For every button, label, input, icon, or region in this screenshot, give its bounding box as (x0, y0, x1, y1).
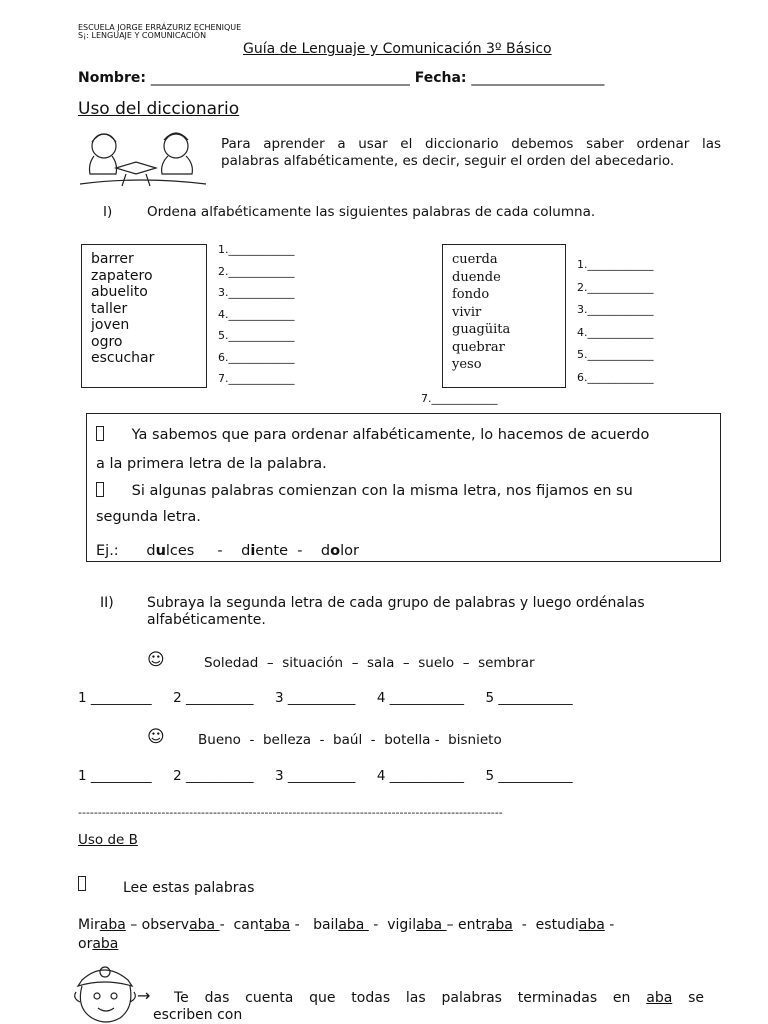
exercise1-number: I) (103, 204, 113, 220)
example-2-c: ente (255, 543, 289, 559)
list-item: vivir (452, 304, 482, 320)
list-item: guagüita (452, 322, 511, 337)
word-ending: aba (189, 917, 220, 933)
name-date-row (78, 70, 604, 86)
list-item: duende (452, 269, 501, 285)
answer-blank[interactable]: 4 ___________ (376, 768, 464, 784)
word-line-2 (78, 936, 118, 953)
word-ending: aba (578, 917, 605, 933)
answer-blank[interactable]: 4 ___________ (376, 690, 464, 706)
answer-blanks-2 (577, 254, 654, 389)
list-item: escuchar (91, 350, 155, 366)
arrow-right-icon: → (137, 986, 151, 1005)
exercise2-line-1: Subraya la segunda letra de cada grupo de palabras y luego ordénalas (147, 595, 645, 611)
word-ending: aba (486, 917, 513, 933)
word-part: - estudi (512, 917, 579, 933)
example-label: Ej.: (96, 543, 119, 559)
answer-blank[interactable]: 4.____________ (218, 307, 295, 321)
intro-line-2: palabras alfabéticamente, es decir, seguir el orden del abecedario. (221, 153, 675, 169)
answer-blank[interactable]: 2.____________ (577, 280, 654, 294)
example-sep: - (217, 543, 223, 559)
final-line-2: escriben con (153, 1007, 243, 1023)
word-part: – observ (125, 917, 190, 933)
example-1-a: d (146, 543, 156, 559)
answer-blank[interactable]: 7.____________ (218, 372, 295, 385)
answer-blank[interactable]: 6.____________ (218, 350, 295, 364)
word-group-2: Bueno - belleza - baúl - botella - bisnieto (198, 732, 502, 748)
word-ending: aba (416, 917, 447, 933)
answer-blank[interactable]: 5.____________ (218, 329, 295, 342)
example-3-a: d (320, 543, 331, 559)
word-part: - vigil (368, 917, 417, 933)
exercise2-line-2: alfabéticamente. (147, 612, 266, 628)
date-line[interactable]: ___________________ (471, 70, 605, 86)
answer-blank[interactable]: 3 __________ (274, 768, 356, 784)
smiley-icon: ☺ (147, 727, 165, 747)
answer-blank[interactable]: 1.____________ (577, 258, 654, 271)
example-sep: - (297, 543, 303, 559)
word-part: - (604, 917, 615, 933)
rule-1-line-1 (96, 426, 649, 444)
answer-blank[interactable]: 3.____________ (218, 286, 295, 299)
list-item: joven (91, 317, 130, 333)
example-row (96, 543, 359, 560)
word-ending: aba (92, 936, 119, 952)
example-3-b: o (330, 543, 341, 559)
final-line-1 (174, 990, 704, 1007)
answer-blank[interactable]: 2.____________ (218, 264, 295, 278)
word-part: or (78, 936, 93, 952)
answer-blank[interactable]: 1 _________ (78, 690, 152, 706)
word-list-2 (452, 251, 510, 374)
bullet-square-icon (96, 482, 104, 497)
list-item: quebrar (452, 339, 505, 355)
final-text: se (672, 990, 705, 1006)
divider: ----------------------------------------------------------------------------------------------------------- (78, 806, 503, 819)
exercise2-number: II) (100, 595, 114, 611)
answer-blank[interactable]: 2 __________ (173, 690, 254, 706)
answer-blank[interactable]: 5 ___________ (485, 768, 573, 784)
word-part: - cant (219, 917, 265, 933)
answer-blank[interactable]: 2 __________ (173, 768, 254, 784)
list-item: taller (91, 300, 128, 317)
word-box-2 (442, 244, 566, 388)
children-reading-illustration (76, 126, 210, 192)
example-3-c: lor (340, 543, 359, 559)
rule-1-line-2: a la primera letra de la palabra. (96, 456, 327, 472)
word-ending: aba (264, 917, 291, 933)
answer-blank[interactable]: 3 __________ (274, 690, 356, 706)
word-line-1 (78, 917, 614, 934)
answer-row-2 (78, 768, 573, 785)
answer-blank[interactable]: 1 _________ (78, 768, 152, 784)
answer-blanks-1 (218, 239, 295, 390)
word-ending: aba (99, 917, 126, 933)
answer-blank[interactable]: 7.____________ (421, 392, 498, 405)
list-item: cuerda (452, 252, 498, 267)
child-face-illustration (72, 962, 138, 1022)
answer-blank[interactable]: 5 ___________ (485, 690, 573, 706)
list-item: zapatero (91, 267, 153, 284)
rule-2-text: Si algunas palabras comienzan con la misma letra, nos fijamos en su (131, 483, 633, 499)
word-part: - bail (290, 917, 339, 933)
page-title: Guía de Lenguaje y Comunicación 3º Básico (243, 41, 552, 57)
school-name: ESCUELA JORGE ERRÁZURIZ ECHENIQUE (78, 23, 242, 32)
answer-blank[interactable]: 3.____________ (577, 303, 654, 316)
rule-2-line-2: segunda letra. (96, 509, 201, 525)
word-part: – entr (446, 917, 487, 933)
word-part: Mir (78, 917, 100, 933)
answer-blank[interactable]: 6.____________ (577, 370, 654, 384)
rule-1-text: Ya sabemos que para ordenar alfabéticamente, lo hacemos de acuerdo (131, 427, 650, 443)
list-item: abuelito (91, 284, 148, 300)
answer-blank[interactable]: 1.____________ (218, 243, 295, 256)
section-title-diccionario: Uso del diccionario (78, 99, 240, 119)
bullet-square-icon (96, 426, 104, 441)
smiley-icon: ☺ (147, 650, 165, 670)
example-2-b: i (250, 543, 256, 559)
read-instruction: Lee estas palabras (123, 880, 255, 896)
date-label: Fecha: (414, 70, 467, 86)
word-box-1 (81, 244, 207, 388)
list-item: fondo (452, 287, 490, 302)
section-title-uso-b: Uso de B (78, 832, 138, 848)
example-1-c: lces (165, 543, 195, 559)
list-item: barrer (91, 251, 134, 267)
answer-blank[interactable]: 4.____________ (577, 325, 654, 339)
answer-row-1 (78, 690, 573, 707)
list-item: ogro (91, 333, 123, 350)
list-item: yeso (452, 357, 482, 372)
name-label: Nombre: (78, 70, 146, 86)
intro-line-1: Para aprender a usar el diccionario debemos saber ordenar las (221, 136, 721, 152)
answer-blank[interactable]: 5.____________ (577, 348, 654, 361)
subject-name: S¡: LENGUAJE Y COMUNICACIÓN (78, 31, 207, 40)
word-group-1: Soledad – situación – sala – suelo – sembrar (204, 655, 535, 671)
word-list-1 (91, 251, 154, 367)
rule-2-line-1 (96, 482, 633, 500)
final-text: Te das cuenta que todas las palabras terminadas en (174, 990, 647, 1006)
example-2-a: d (241, 543, 251, 559)
name-line[interactable]: _____________________________________ (150, 70, 410, 86)
word-ending: aba (338, 917, 369, 933)
exercise1-instruction: Ordena alfabéticamente las siguientes palabras de cada columna. (147, 204, 596, 220)
example-1-b: u (155, 543, 166, 559)
bullet-square-icon (78, 874, 86, 893)
final-ending: aba (646, 990, 673, 1006)
